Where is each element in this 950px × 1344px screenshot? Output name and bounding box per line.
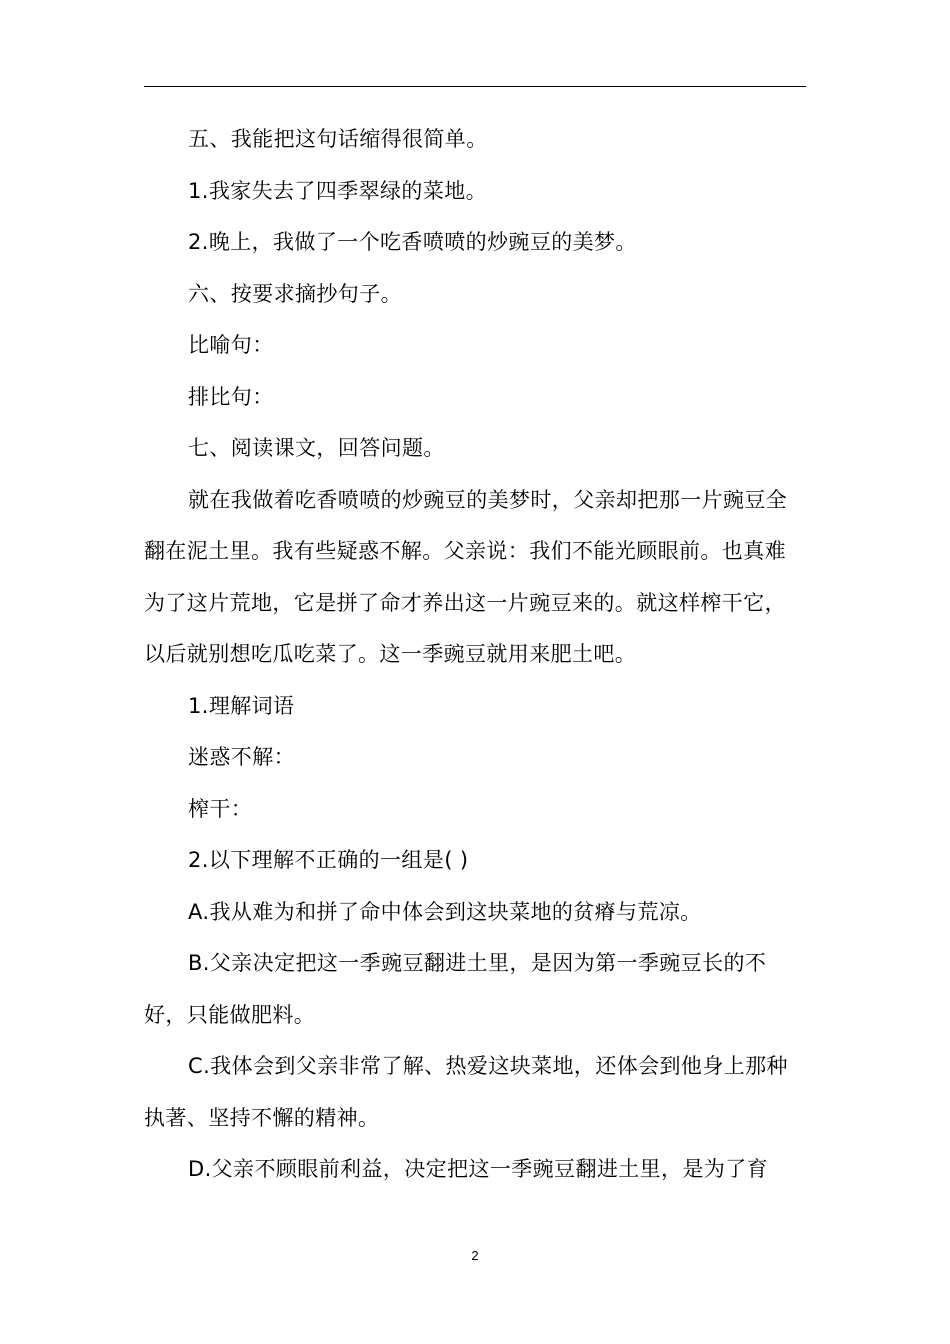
exercise-item-2: 2.晚上，我做了一个吃香喷喷的炒豌豆的美梦。 (188, 230, 637, 254)
document-body (144, 114, 806, 1196)
option-b: B.父亲决定把这一季豌豆翻进土里，是因为第一季豌豆长的不好，只能做肥料。 (144, 951, 767, 1027)
reading-passage: 就在我做着吃香喷喷的炒豌豆的美梦时，父亲却把那一片豌豆全翻在泥土里。我有些疑惑不解。父亲说：我们不能光顾眼前。也真难为了这片荒地，它是拼了命才养出这一片豌豆来的。就这样榨干它，以后就别想吃瓜吃菜了。这一季豌豆就用来肥土吧。 (144, 487, 788, 666)
parallelism-prompt: 排比句： (188, 384, 274, 409)
term-prompt-1: 迷惑不解： (188, 745, 295, 769)
question-2: 2.以下理解不正确的一组是( ) (188, 848, 469, 872)
section-heading-7: 七、阅读课文，回答问题。 (188, 436, 445, 460)
term-prompt-2: 榨干： (188, 796, 253, 821)
page-number: 2 (471, 1248, 479, 1263)
option-c: C.我体会到父亲非常了解、热爱这块菜地，还体会到他身上那种执著、坚持不懈的精神。 (144, 1054, 788, 1130)
section-heading-6: 六、按要求摘抄句子。 (188, 281, 402, 306)
simile-prompt: 比喻句： (188, 333, 274, 357)
option-d: D.父亲不顾眼前利益，决定把这一季豌豆翻进土里，是为了育 (188, 1157, 769, 1181)
header-rule (144, 86, 806, 87)
section-heading-5: 五、我能把这句话缩得很简单。 (188, 127, 488, 151)
question-1: 1.理解词语 (188, 693, 295, 718)
exercise-item-1: 1.我家失去了四季翠绿的菜地。 (188, 178, 488, 203)
option-a: A.我从难为和拼了命中体会到这块菜地的贫瘠与荒凉。 (188, 899, 702, 924)
